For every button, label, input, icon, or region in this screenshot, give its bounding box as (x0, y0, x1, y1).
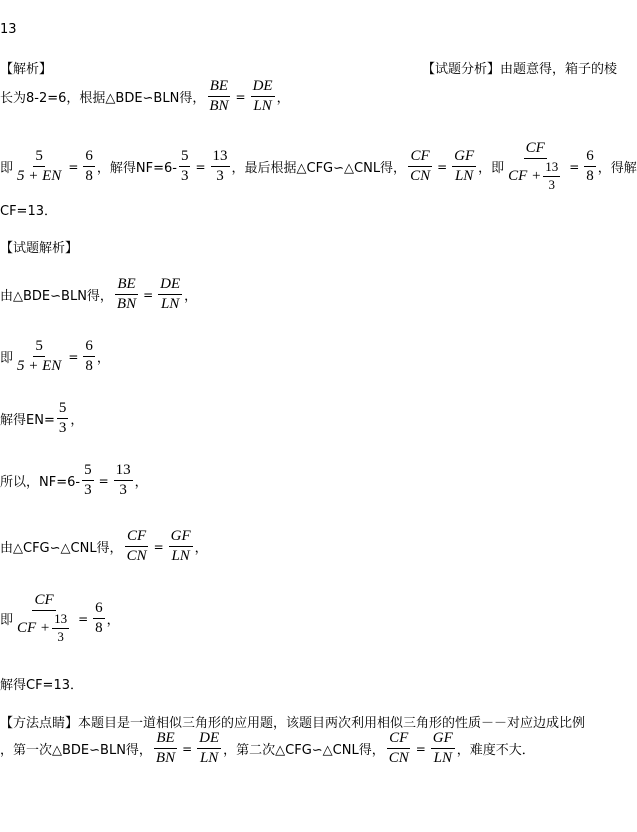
frac-be-bn-2: $\frac{BE}{BN}$ (116, 276, 137, 313)
analysis-hint (422, 58, 617, 77)
frac-cf-nested-2: CF CF + $\frac{13}{3}$ (17, 592, 68, 645)
frac-de-ln-2: $\frac{DE}{LN}$ (160, 276, 181, 313)
frac-5-5en: $\frac{5}{5 + EN}$ (17, 147, 62, 185)
method-line-1: 【方法点睛】 本题目是一道相似三角形的应用题，该题目两次利用相似三角形的性质－－对应边成比例 (0, 716, 586, 731)
frac-5-3-3: $\frac{5}{3}$ (84, 462, 92, 499)
solution-step-4: 所以，NF=6- $\frac{5}{3}$ = $\frac{13}{3}$ ， (0, 462, 148, 499)
frac-cf-cn-2: $\frac{CF}{CN}$ (126, 528, 147, 565)
solution-step-6: 即 CF CF + $\frac{13}{3}$ = $\frac{6}{8}$ ， (0, 592, 120, 645)
frac-gf-ln: $\frac{GF}{LN}$ (454, 147, 475, 185)
frac-cf-cn-3: $\frac{CF}{CN}$ (388, 730, 409, 767)
frac-5-3: $\frac{5}{3}$ (180, 147, 189, 185)
analysis-line-2: 长为8-2=6，根据△BDE∽BLN得， $\frac{BE}{BN}$ = $\frac{DE}{LN}$ ， (0, 78, 290, 115)
frac-5-3-2: $\frac{5}{3}$ (58, 400, 67, 437)
frac-be-bn-3: $\frac{BE}{BN}$ (155, 730, 176, 767)
frac-be-bn: $\frac{BE}{BN}$ (209, 78, 229, 115)
analysis-header: 【解析】 (0, 62, 53, 77)
frac-6-8-3: $\frac{6}{8}$ (95, 599, 103, 637)
page-number: 13 (0, 22, 17, 37)
analysis-line-4: CF=13． (0, 204, 57, 219)
frac-gf-ln-3: $\frac{GF}{LN}$ (432, 730, 453, 767)
solution-step-3: 解得EN= $\frac{5}{3}$ ， (0, 400, 84, 437)
solution-step-7: 解得CF=13． (0, 678, 83, 693)
solution-step-2: 即 $\frac{5}{5 + EN}$ = $\frac{6}{8}$ ， (0, 338, 110, 375)
frac-gf-ln-2: $\frac{GF}{LN}$ (170, 528, 191, 565)
frac-de-ln-3: $\frac{DE}{LN}$ (199, 730, 220, 767)
frac-cf-cn: $\frac{CF}{CN}$ (410, 147, 431, 185)
frac-de-ln: $\frac{DE}{LN}$ (252, 78, 273, 115)
frac-cf-nested: CF CF + $\frac{13}{3}$ (508, 140, 559, 193)
hint-text: 由题意得，箱子的棱 (500, 62, 618, 77)
frac-6-8b: $\frac{6}{8}$ (586, 147, 594, 185)
solution-step-5: 由△CFG∽△CNL得， $\frac{CF}{CN}$ = $\frac{GF}{LN}$ ， (0, 528, 208, 565)
analysis-line-3: 即 $\frac{5}{5 + EN}$ = $\frac{6}{8}$ ，解得NF=6- $\frac{5}{3}$ = $\frac{13}{3}$ ，最后根据△CFG∽△CNL得， $\frac{CF}{CN}$ = $\frac{GF}{LN}$ ，即 CF CF + $\frac{13}{3}$ = $\frac{6}{8}$ ，得解 (0, 140, 637, 193)
solution-header: 【试题解析】 (0, 241, 79, 256)
frac-5-5en-2: $\frac{5}{5 + EN}$ (17, 338, 62, 375)
solution-step-1: 由△BDE∽BLN得， $\frac{BE}{BN}$ = $\frac{DE}{LN}$ ， (0, 276, 198, 313)
hint-label: 【试题分析】 (422, 62, 501, 77)
method-line-2: ，第一次△BDE∽BLN得， $\frac{BE}{BN}$ = $\frac{DE}{LN}$ ，第二次△CFG∽△CNL得， $\frac{CF}{CN}$ = $\frac{GF}{LN}$ ，难度不大． (0, 730, 535, 767)
frac-13-3-2: $\frac{13}{3}$ (115, 462, 131, 499)
frac-6-8: $\frac{6}{8}$ (85, 147, 93, 185)
frac-6-8-2: $\frac{6}{8}$ (85, 338, 93, 375)
frac-13-3: $\frac{13}{3}$ (212, 147, 228, 185)
